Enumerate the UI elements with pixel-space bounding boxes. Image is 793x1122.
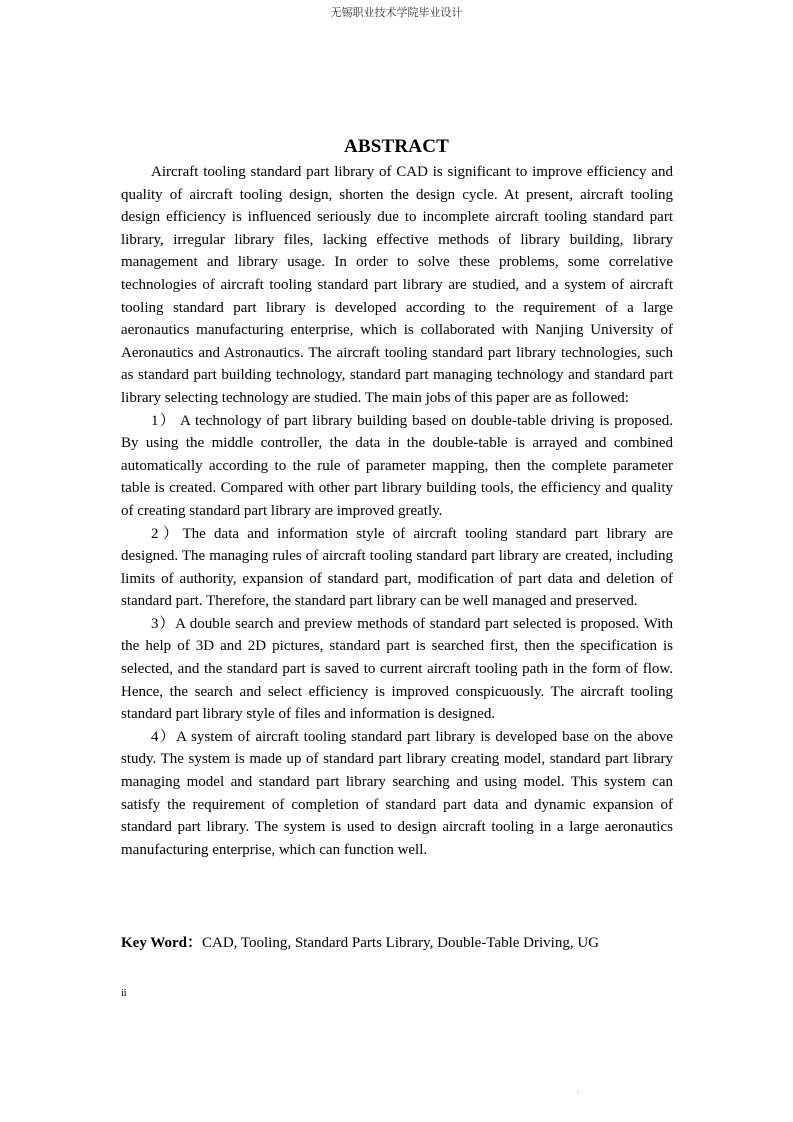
abstract-paragraph: 2）The data and information style of aircraft tooling standard part library are designed. The managing rules of aircraft tooling standard part library are created, including limits of authority, expansion of standard part, modification of part data and deletion of standard part. Therefore, the standard part library can be well managed and preserved. [121, 525, 673, 610]
page-number: ii [121, 988, 127, 999]
abstract-paragraph: 3）A double search and preview methods of standard part selected is proposed. With the help of 3D and 2D pictures, standard part is searched first, then the specification is selected, and the standard part is saved to current aircraft tooling path in the form of flow. Hence, the search and select efficiency is improved conspicuously. The aircraft tooling standard part library style of files and information is designed. [121, 615, 673, 723]
footer-mark: / [577, 1087, 580, 1096]
keywords-label: Key Word： [121, 935, 202, 951]
abstract-paragraph: Aircraft tooling standard part library of CAD is significant to improve efficiency and quality of aircraft tooling design, shorten the design cycle. At present, aircraft tooling design efficiency is influenced seriously due to incomplete aircraft tooling standard part library, irregular library files, lacking effective methods of library building, library management and library usage. In order to solve these problems, some correlative technologies of aircraft tooling standard part library are studied, and a system of aircraft tooling standard part library is developed according to the requirement of a large aeronautics manufacturing enterprise, which is collaborated with Nanjing University of Aeronautics and Astronautics. The aircraft tooling standard part library technologies, such as standard part building technology, standard part managing technology and standard part library selecting technology are studied. The main jobs of this paper are as followed: [121, 164, 673, 406]
abstract-paragraph: 4）A system of aircraft tooling standard part library is developed base on the above study. The system is made up of standard part library creating model, standard part library managing model and standard part library searching and using model. This system can satisfy the requirement of completion of standard part data and dynamic expansion of standard part library. The system is used to design aircraft tooling in a large aeronautics manufacturing enterprise, which can function well. [121, 728, 673, 858]
page-header: 无锡职业技术学院毕业设计 [330, 6, 463, 19]
abstract-body [121, 161, 673, 861]
keywords-line [121, 932, 681, 954]
keywords-value: CAD, Tooling, Standard Parts Library, Double-Table Driving, UG [201, 935, 599, 951]
abstract-title: ABSTRACT [343, 136, 450, 157]
abstract-paragraph: 1） A technology of part library building based on double-table driving is proposed. By using the middle controller, the data in the double-table is arrayed and combined automatically according to the rule of parameter mapping, then the complete parameter table is created. Compared with other part library building tools, the efficiency and quality of creating standard part library are improved greatly. [121, 412, 673, 519]
